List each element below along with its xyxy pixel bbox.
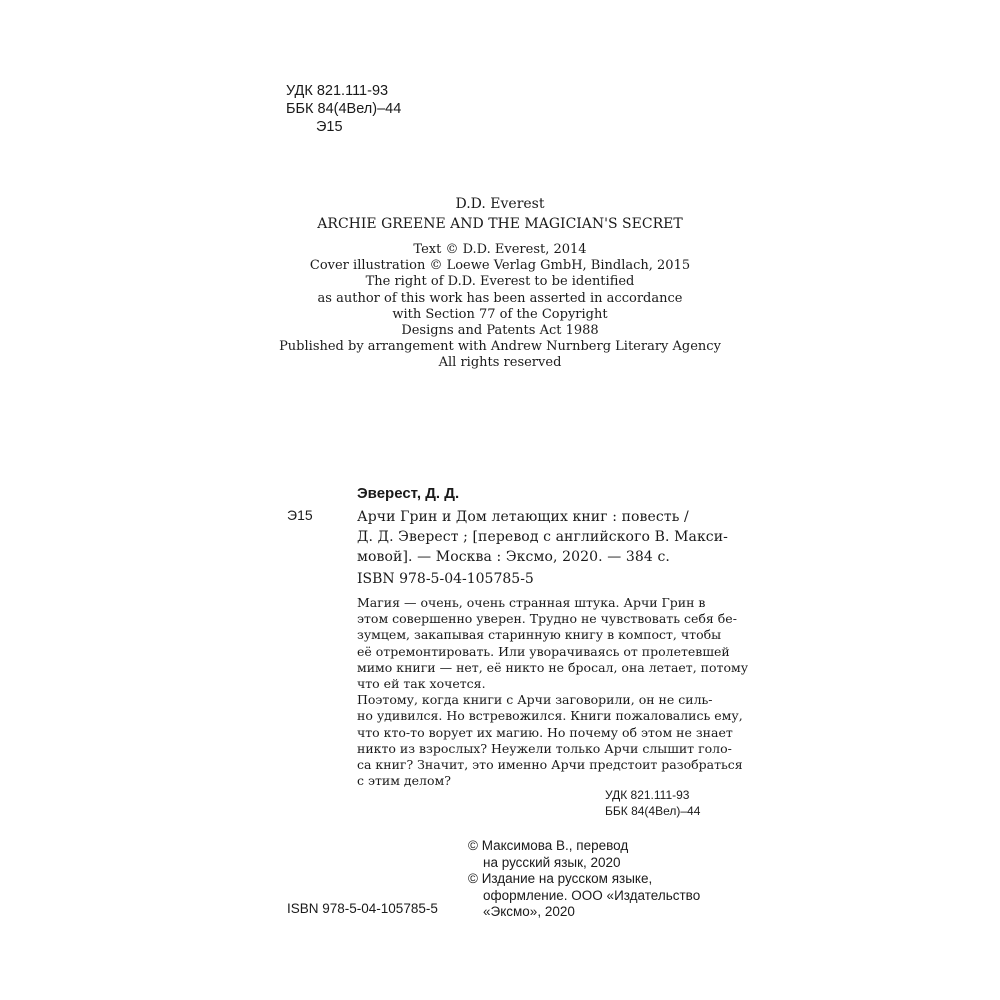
annotation-line: Магия — очень, очень странная штука. Арчи Грин в	[357, 595, 706, 610]
annotation-line: что ей так хочется.	[357, 676, 486, 692]
copyright-line: © Издание на русском языке,	[468, 871, 653, 886]
annotation	[357, 595, 748, 789]
record-isbn: ISBN 978-5-04-105785-5	[357, 571, 534, 587]
original-author: D.D. Everest	[455, 196, 545, 212]
annotation-line: но удивился. Но встревожился. Книги пожаловались ему,	[357, 708, 743, 724]
footer-isbn: ISBN 978-5-04-105785-5	[287, 901, 438, 916]
udk-code: УДК 821.111-93	[286, 83, 389, 99]
copyright-line: оформление. ООО «Издательство	[483, 887, 701, 903]
copyright-line: © Максимова В., перевод	[468, 838, 629, 853]
description-line: Д. Д. Эверест ; [перевод с английского В. Макси-	[357, 529, 729, 545]
description-line: Арчи Грин и Дом летающих книг : повесть /	[357, 509, 689, 525]
annotation-line: Поэтому, когда книги с Арчи заговорили, он не силь-	[357, 692, 713, 708]
annotation-line: зумцем, закапывая старинную книгу в компост, чтобы	[357, 627, 722, 643]
rights-line: Published by arrangement with Andrew Nurnberg Literary Agency	[279, 339, 721, 355]
rights-line: Cover illustration © Loewe Verlag GmbH, Bindlach, 2015	[309, 258, 691, 274]
annotation-line: этом совершенно уверен. Трудно не чувствовать себя бе-	[357, 611, 737, 627]
annotation-udk: УДК 821.111-93	[605, 788, 690, 802]
copyright-line: на русский язык, 2020	[483, 854, 621, 870]
copyright-block	[468, 838, 700, 921]
record-code: Э15	[287, 507, 313, 523]
annotation-line: с этим делом?	[357, 773, 451, 789]
classification-block	[286, 82, 401, 136]
bibliographic-description	[357, 507, 728, 567]
rights-line: All rights reserved	[438, 355, 562, 371]
annotation-line: мимо книги — нет, её никто не бросал, она летает, потому	[357, 659, 749, 675]
rights-line: as author of this work has been asserted in accordance	[317, 290, 683, 306]
description-line: мовой]. — Москва : Эксмо, 2020. — 384 с.	[357, 549, 670, 565]
bbk-code: ББК 84(4Вел)–44	[286, 101, 402, 117]
rights-line: Designs and Patents Act 1988	[401, 323, 599, 339]
rights-line: The right of D.D. Everest to be identified	[365, 274, 635, 290]
annotation-line: са книг? Значит, это именно Арчи предстоит разобраться	[357, 757, 743, 773]
original-publication	[0, 194, 1000, 234]
annotation-line: что кто-то ворует их магию. Но почему об этом не знает	[357, 724, 733, 740]
annotation-classification	[605, 787, 700, 819]
author-mark: Э15	[316, 119, 343, 135]
copyright-line: «Эксмо», 2020	[483, 904, 575, 919]
annotation-bbk: ББК 84(4Вел)–44	[605, 804, 701, 818]
original-title: ARCHIE GREENE AND THE MAGICIAN'S SECRET	[317, 216, 683, 232]
rights-block	[0, 242, 1000, 372]
annotation-line: никто из взрослых? Неужели только Арчи слышит голо-	[357, 740, 732, 756]
rights-line: with Section 77 of the Copyright	[392, 306, 608, 322]
annotation-line: её отремонтировать. Или уворачиваясь от пролетевшей	[357, 643, 730, 659]
record-author-heading: Эверест, Д. Д.	[357, 485, 460, 502]
rights-line: Text © D.D. Everest, 2014	[413, 242, 587, 257]
